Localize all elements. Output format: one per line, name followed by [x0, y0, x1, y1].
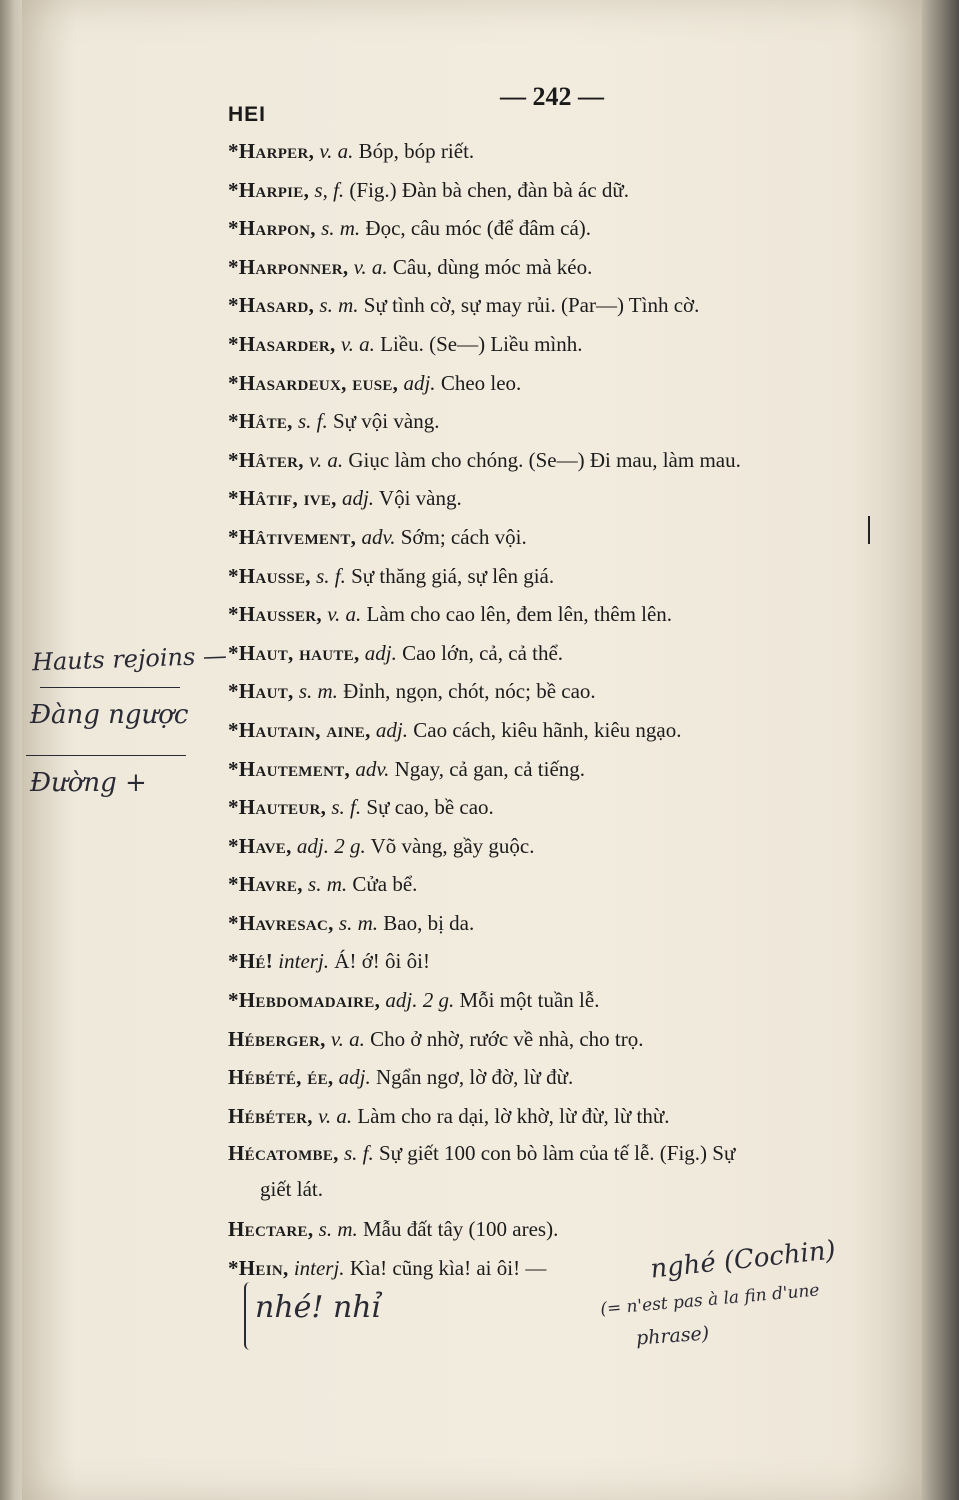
entry: *Haut, haute, adj. Cao lớn, cả, cả thể. [228, 640, 564, 665]
entry: *Hâtivement, adv. Sớm; cách vội. [228, 524, 527, 549]
entry: Hébéter, v. a. Làm cho ra dại, lờ khờ, lừ đừ, lừ thừ. [228, 1103, 670, 1128]
handwritten-underline [26, 755, 186, 756]
entry: *Havresac, s. m. Bao, bị da. [228, 910, 475, 935]
entry: *Harpon, s. m. Đọc, câu móc (để đâm cá). [228, 216, 592, 241]
entry: Hectare, s. m. Mẫu đất tây (100 ares). [228, 1217, 559, 1242]
entry: *Hasardeux, euse, adj. Cheo leo. [228, 370, 522, 395]
entry: *Have, adj. 2 g. Võ vàng, gầy guộc. [228, 833, 535, 858]
entry: *Harponner, v. a. Câu, dùng móc mà kéo. [228, 254, 593, 279]
entry: *Hautain, aine, adj. Cao cách, kiêu hãnh, kiêu ngạo. [228, 717, 682, 742]
entry: *Hâter, v. a. Giục làm cho chóng. (Se—) Đi mau, làm mau. [228, 447, 741, 472]
entry: Héberger, v. a. Cho ở nhờ, rước về nhà, cho trọ. [228, 1026, 644, 1051]
entry: *Hasarder, v. a. Liều. (Se—) Liều mình. [228, 331, 583, 356]
page-number: — 242 — [500, 82, 604, 111]
entry: *Hein, interj. Kìa! cũng kìa! ai ôi! — [228, 1256, 547, 1281]
handwritten-underline [40, 687, 180, 688]
handwritten-note: nhé! nhỉ [255, 1290, 382, 1325]
handwritten-note: Đường + [30, 768, 147, 798]
entry: *Hâte, s. f. Sự vội vàng. [228, 409, 440, 434]
entry: Hébété, ée, adj. Ngẩn ngơ, lờ đờ, lừ đừ. [228, 1065, 574, 1090]
handwritten-note: Hauts rejoins — [31, 641, 228, 677]
page-right-edge [922, 0, 959, 1500]
handwritten-note: (= n'est pas à la fin d'une [599, 1280, 821, 1320]
entry: *Havre, s. m. Cửa bể. [228, 872, 418, 897]
entry: *Hauteur, s. f. Sự cao, bề cao. [228, 795, 494, 820]
entry: *Hebdomadaire, adj. 2 g. Mỗi một tuần lễ. [228, 988, 600, 1013]
running-header: HEI [228, 103, 267, 126]
entry: *Harper, v. a. Bóp, bóp riết. [228, 139, 475, 163]
entry: *Hausse, s. f. Sự thăng giá, sự lên giá. [228, 563, 555, 588]
entry: *Hâtif, ive, adj. Vội vàng. [228, 486, 462, 511]
entry: *Hautement, adv. Ngay, cả gan, cả tiếng. [228, 756, 586, 781]
book-spine-shadow [0, 0, 24, 1500]
entry: *Harpie, s, f. (Fig.) Đàn bà chen, đàn bà ác dữ. [228, 177, 630, 202]
entry: *Haut, s. m. Đỉnh, ngọn, chót, nóc; bề cao. [228, 679, 596, 704]
entry: *Hasard, s. m. Sự tình cờ, sự may rủi. (Par—) Tình cờ. [228, 293, 700, 318]
entry: *Hé! interj. Á! ớ! ôi ôi! [228, 949, 430, 974]
dictionary-entries [228, 132, 908, 1288]
margin-mark [868, 516, 870, 544]
entry-continuation: giết lát. [260, 1177, 323, 1202]
entry: *Hausser, v. a. Làm cho cao lên, đem lên, thêm lên. [228, 602, 673, 627]
entry: Hécatombe, s. f. Sự giết 100 con bò làm của tế lễ. (Fig.) Sự giết lát. [228, 1135, 908, 1210]
handwritten-note: Đàng ngược [30, 700, 189, 730]
handwritten-note: phrase) [635, 1322, 710, 1350]
handwritten-note: nghé (Cochin) [648, 1235, 838, 1285]
